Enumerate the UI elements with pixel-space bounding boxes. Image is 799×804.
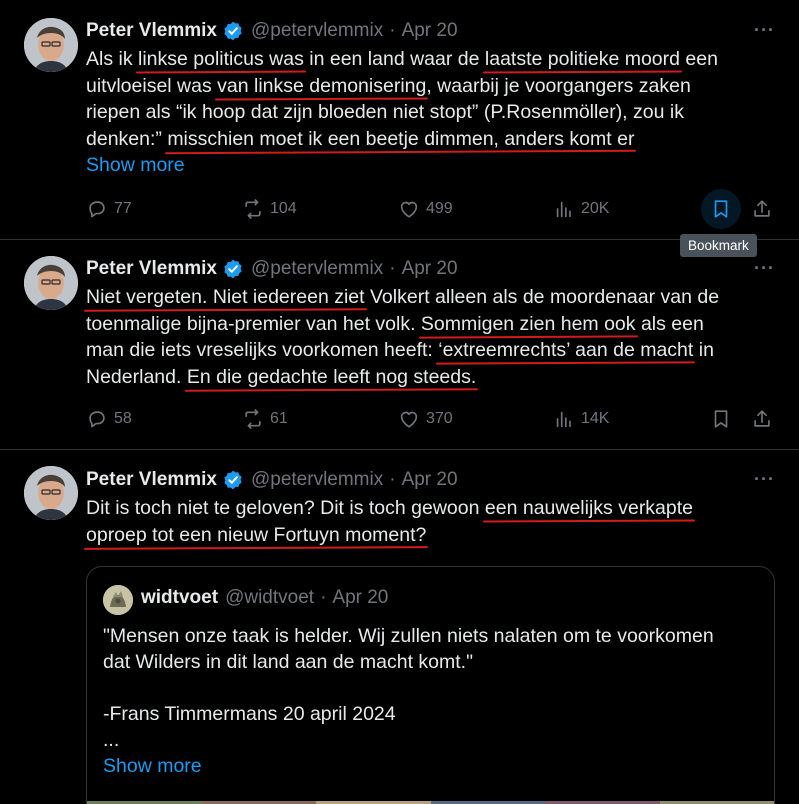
quote-line: ... <box>103 729 120 751</box>
underlined-phrase: ‘extreemrechts’ aan de macht <box>438 339 694 361</box>
author-handle[interactable]: @petervlemmix <box>250 469 384 490</box>
text-segment: man die iets vreselijks voorkomen heeft: <box>86 339 439 361</box>
tweet-2[interactable] <box>0 240 799 450</box>
text-segment: uitvloeisel was <box>86 74 218 97</box>
author-name[interactable]: Peter Vlemmix <box>86 469 217 490</box>
tweet-text-line <box>86 522 766 549</box>
tweet-text-line <box>86 126 766 153</box>
tweet-text <box>86 46 766 152</box>
tweet-date[interactable]: Apr 20 <box>401 469 458 490</box>
underlined-phrase: een nauwelijks verkapte <box>484 497 694 519</box>
share-button[interactable] <box>751 408 773 430</box>
show-more-link[interactable]: Show more <box>86 154 185 176</box>
underlined-phrase: Niet vergeten. Niet iedereen ziet <box>86 286 365 308</box>
quote-line: -Frans Timmermans 20 april 2024 <box>103 703 396 725</box>
tweet-text-line <box>86 311 766 338</box>
views-button[interactable] <box>553 408 609 430</box>
tweet-actions <box>86 404 776 434</box>
quote-avatar[interactable] <box>103 585 133 615</box>
tweet-text <box>86 284 766 390</box>
quote-line: "Mensen onze taak is helder. Wij zullen niets nalaten om te voorkomen <box>103 625 714 647</box>
bookmark-button[interactable] <box>710 408 732 430</box>
share-icon <box>751 198 773 220</box>
reply-count: 77 <box>114 200 132 217</box>
separator: · <box>389 20 396 41</box>
reply-icon <box>86 198 108 220</box>
avatar[interactable] <box>24 256 78 310</box>
avatar[interactable] <box>24 18 78 72</box>
separator: · <box>389 469 396 490</box>
reply-button[interactable] <box>86 198 132 220</box>
verified-icon <box>222 20 244 42</box>
separator: · <box>389 258 396 279</box>
text-segment: in een land waar de <box>303 48 485 70</box>
repost-button[interactable] <box>242 198 297 220</box>
tweet-text-line <box>86 495 766 522</box>
text-segment: , waarbij je voorgangers zaken <box>426 74 691 97</box>
tweet-text-line <box>86 337 766 364</box>
verified-icon <box>222 258 244 280</box>
quote-author-handle[interactable]: @widtvoet <box>225 587 315 608</box>
separator: · <box>320 587 327 608</box>
underlined-phrase: oproep tot een nieuw Fortuyn moment? <box>86 523 427 546</box>
quote-author-name[interactable]: widtvoet <box>141 587 219 608</box>
reply-count: 58 <box>114 410 132 427</box>
underlined-phrase: En die gedachte leeft nog steeds. <box>186 365 477 388</box>
quote-line: dat Wilders in dit land aan de macht komt." <box>103 651 474 673</box>
text-segment: toenmalige bijna-premier van het volk. <box>86 312 421 335</box>
more-options-icon[interactable]: ··· <box>754 20 775 40</box>
views-icon <box>553 408 575 430</box>
more-options-icon[interactable]: ··· <box>754 469 775 489</box>
quote-show-more-link[interactable]: Show more <box>103 755 202 777</box>
underlined-phrase: misschien moet ik een beetje dimmen, anders komt er <box>167 127 635 150</box>
repost-count: 61 <box>270 410 288 427</box>
tweet-text-line <box>86 364 766 391</box>
tweet-text <box>86 495 766 548</box>
tweet-date[interactable]: Apr 20 <box>401 258 458 279</box>
bookmark-icon <box>710 198 732 220</box>
text-segment: Als ik <box>86 48 139 70</box>
author-name[interactable]: Peter Vlemmix <box>86 258 217 279</box>
author-name[interactable]: Peter Vlemmix <box>86 20 217 41</box>
underlined-phrase: laatste politieke moord <box>484 48 680 70</box>
text-segment: Nederland. <box>86 365 187 388</box>
reply-button[interactable] <box>86 408 132 430</box>
reply-icon <box>86 408 108 430</box>
avatar[interactable] <box>24 466 78 520</box>
text-segment: als een <box>635 312 704 335</box>
tweet-header <box>86 257 458 281</box>
quoted-tweet[interactable] <box>86 566 775 804</box>
repost-count: 104 <box>270 200 297 217</box>
quote-text <box>103 623 763 779</box>
views-count: 20K <box>581 200 610 217</box>
tweet-date[interactable]: Apr 20 <box>401 20 458 41</box>
text-segment: denken:” <box>86 127 168 150</box>
quote-header <box>141 587 388 609</box>
views-button[interactable] <box>553 198 609 220</box>
heart-icon <box>398 198 420 220</box>
bookmark-button[interactable] <box>701 189 741 229</box>
text-segment: Volkert alleen als de moordenaar van de <box>364 286 720 308</box>
quote-date[interactable]: Apr 20 <box>332 587 389 608</box>
heart-icon <box>398 408 420 430</box>
underlined-phrase: Sommigen zien hem ook <box>420 312 636 335</box>
like-count: 499 <box>426 200 453 217</box>
share-button[interactable] <box>751 198 773 220</box>
tweet-header <box>86 19 458 43</box>
repost-button[interactable] <box>242 408 288 430</box>
tweet-header <box>86 468 458 492</box>
more-options-icon[interactable]: ··· <box>754 258 775 278</box>
share-icon <box>751 408 773 430</box>
tweet-text-line <box>86 284 766 311</box>
tweet-text-line <box>86 73 766 100</box>
views-count: 14K <box>581 410 610 427</box>
bookmark-icon <box>710 408 732 430</box>
like-button[interactable] <box>398 198 453 220</box>
author-handle[interactable]: @petervlemmix <box>250 20 384 41</box>
author-handle[interactable]: @petervlemmix <box>250 258 384 279</box>
like-button[interactable] <box>398 408 453 430</box>
blank-line <box>103 675 763 701</box>
verified-icon <box>222 469 244 491</box>
text-segment: in <box>693 339 714 361</box>
tweet-1[interactable] <box>0 0 799 240</box>
underlined-phrase: linkse politicus was <box>138 48 304 70</box>
repost-icon <box>242 408 264 430</box>
underlined-phrase: van linkse demonisering <box>217 74 427 97</box>
text-segment: een <box>680 48 718 70</box>
like-count: 370 <box>426 410 453 427</box>
bookmark-tooltip: Bookmark <box>680 234 757 257</box>
views-icon <box>553 198 575 220</box>
tweet-actions <box>86 194 776 224</box>
repost-icon <box>242 198 264 220</box>
tweet-text-line <box>86 46 766 73</box>
text-segment: riepen als “ik hoop dat zijn bloeden niet stopt” (P.Rosenmöller), zou ik <box>86 101 684 123</box>
text-segment: Dit is toch niet te geloven? Dit is toch gewoon <box>86 497 485 519</box>
tweet-text-line <box>86 99 766 126</box>
